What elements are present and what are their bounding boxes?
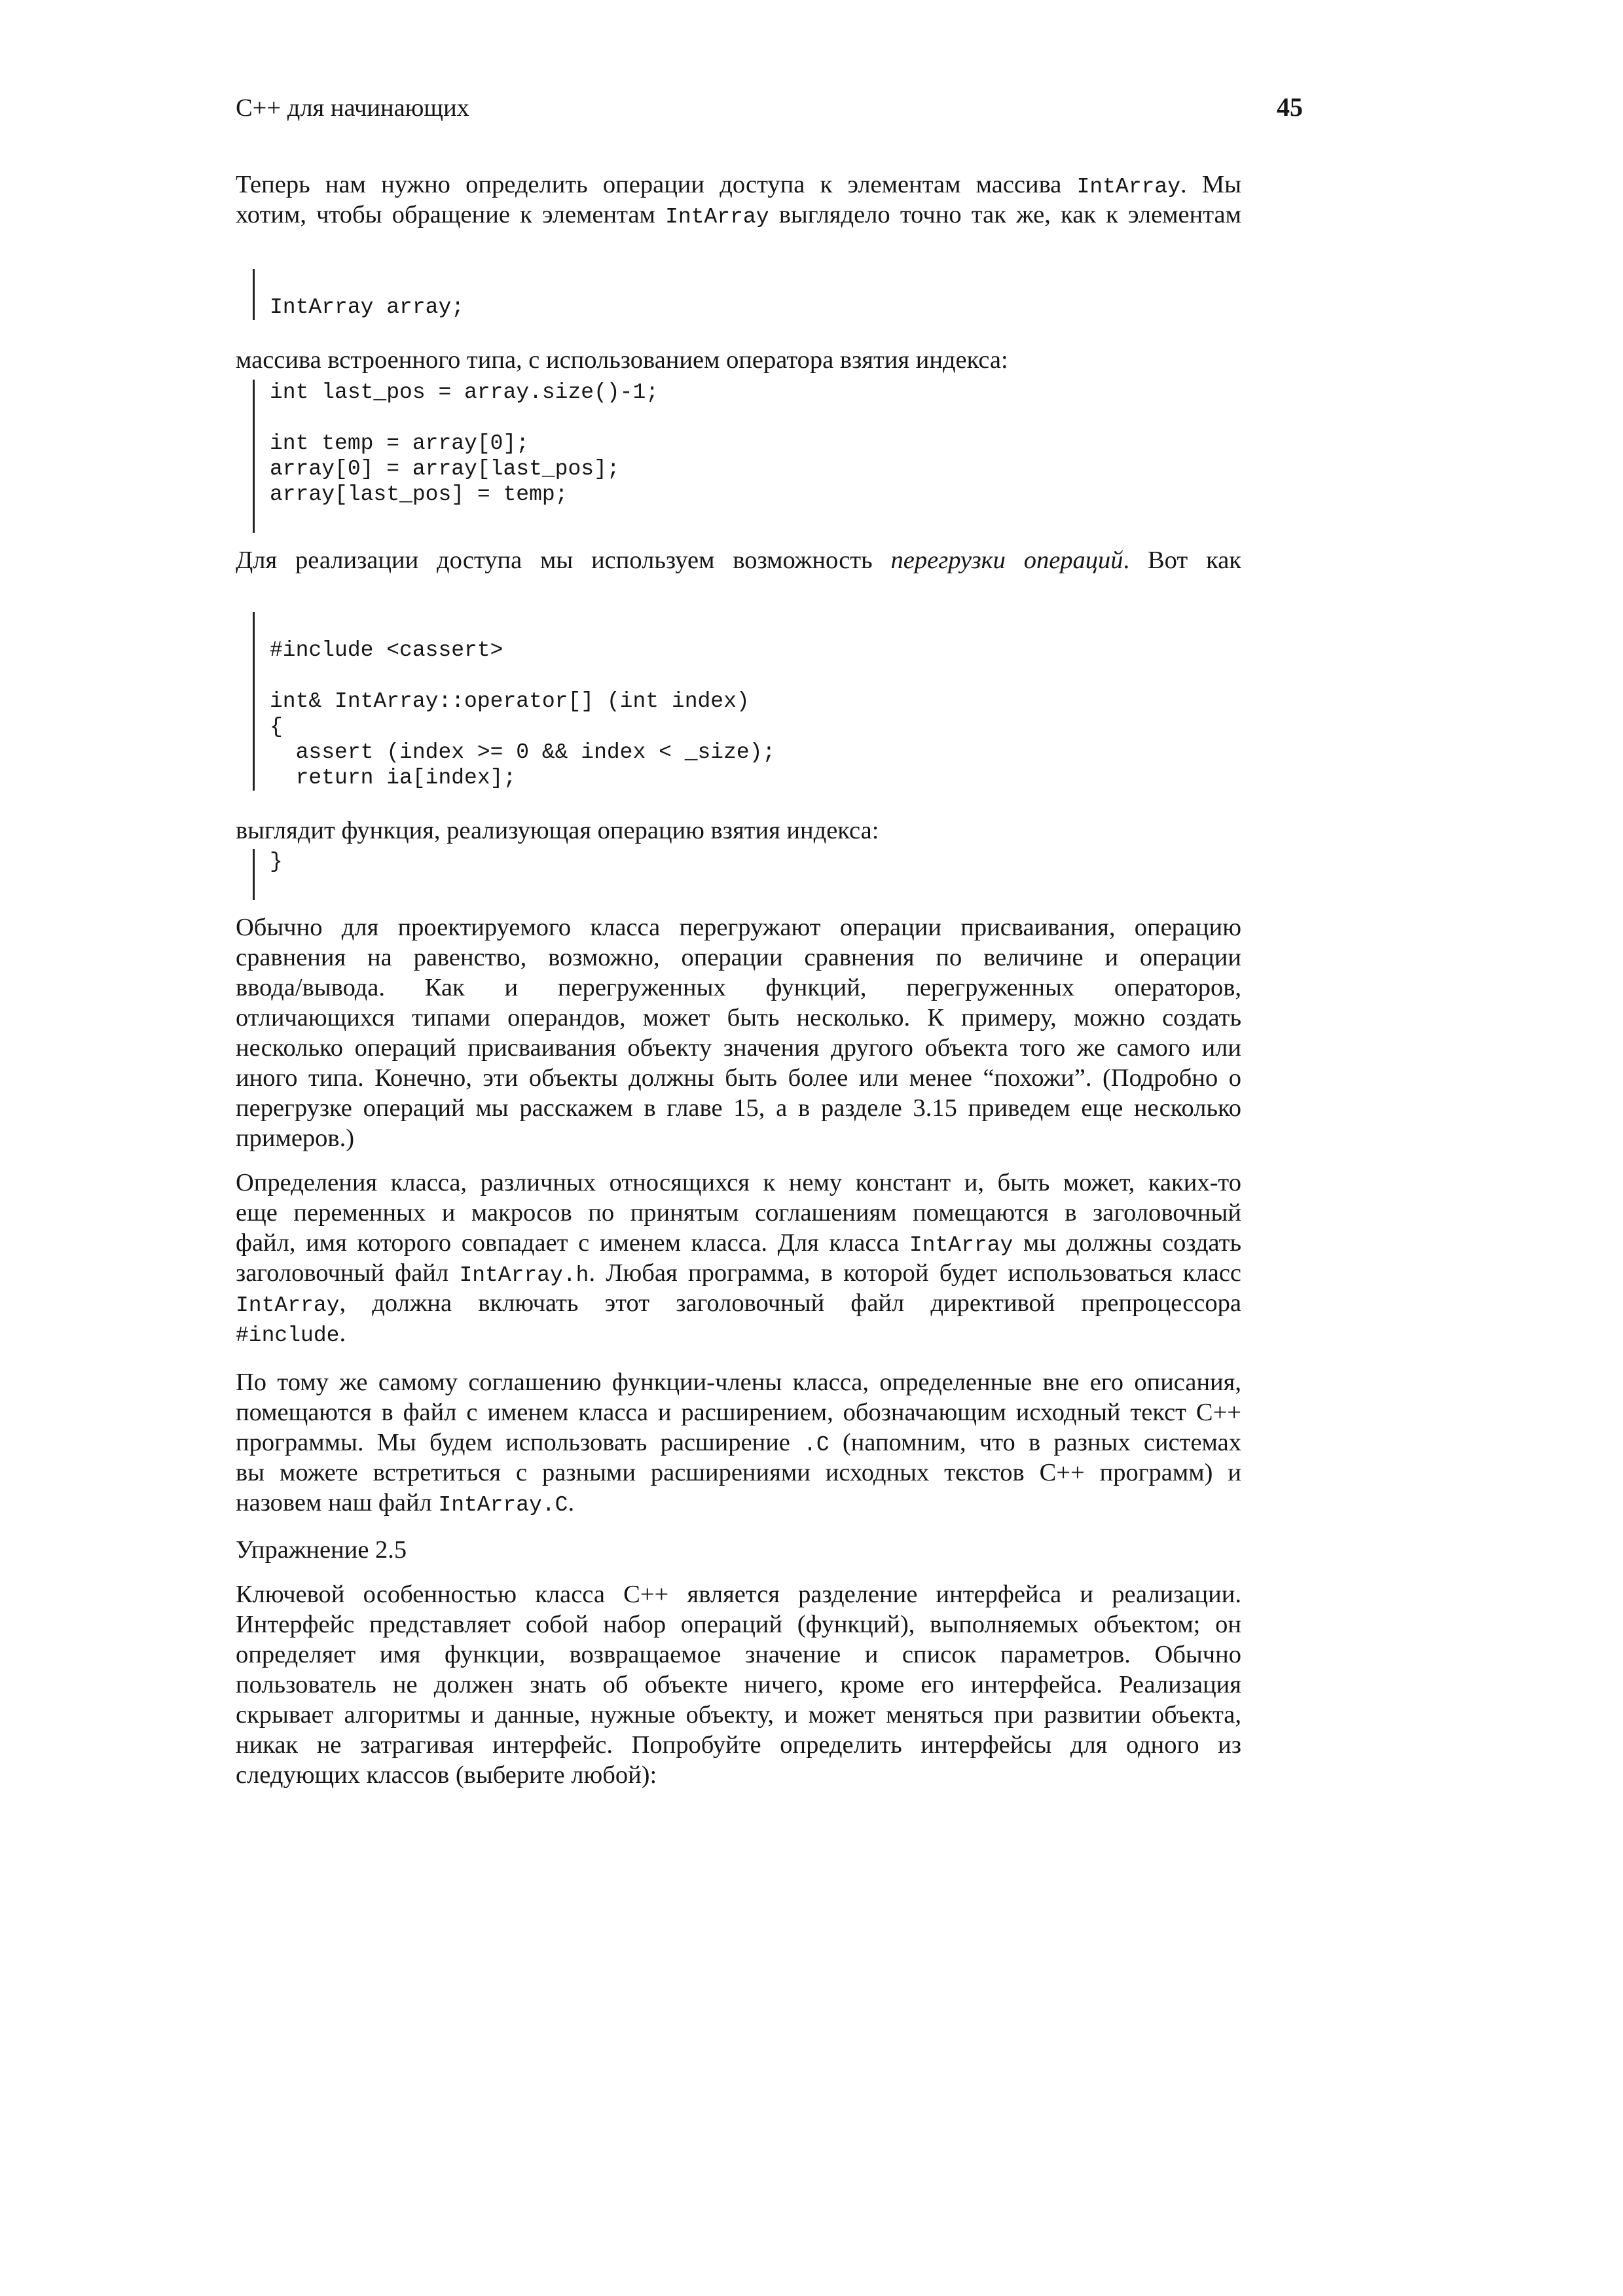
text-segment: мы должны создать (1013, 1229, 1242, 1257)
text-segment: , должна включать этот заголовочный файл директивой препроцессора (339, 1289, 1241, 1317)
code-block-closing-brace (253, 849, 990, 900)
text-segment: никак не затрагивая интерфейс. Попробуйте определить интерфейсы для одного из (236, 1731, 1241, 1759)
text-segment: файл, имя которого совпадает с именем класса. Для класса (236, 1229, 909, 1257)
code-line: } (270, 850, 283, 874)
text-line (236, 1700, 1241, 1730)
text-line (236, 1258, 1241, 1288)
paragraph-builtin-array (236, 345, 1241, 375)
text-line (236, 1123, 1241, 1153)
text-segment: еще переменных и макросов по принятым соглашениям помещаются в заголовочный (236, 1199, 1241, 1227)
text-segment: скрывает алгоритмы и данные, нужные объекту, и может меняться при развитии объекта, (236, 1701, 1241, 1729)
text-line (236, 545, 1241, 575)
paragraph-exercise (236, 1579, 1241, 1790)
text-segment: отличающихся типами операндов, может быть несколько. К примеру, можно создать (236, 1004, 1241, 1031)
inline-code: IntArray (909, 1233, 1013, 1257)
code-line: return ia[index]; (270, 766, 517, 790)
text-segment: . Любая программа, в которой будет использоваться класс (589, 1259, 1241, 1287)
text-segment: Обычно для проектируемого класса перегружают операции присваивания, операцию (236, 914, 1241, 941)
text-line (236, 1228, 1241, 1258)
text-line (236, 973, 1241, 1003)
text-segment: пользователь не должен знать об объекте ничего, кроме его интерфейса. Реализация (236, 1671, 1241, 1698)
text-segment: Для реализации доступа мы используем возможность (236, 547, 891, 574)
text-segment: примеров.) (236, 1124, 355, 1152)
text-line (236, 1397, 1241, 1427)
code-line (270, 405, 990, 431)
text-segment: сравнения на равенство, возможно, операции сравнения по величине и операции (236, 944, 1241, 971)
text-line (236, 1093, 1241, 1123)
text-line (236, 1063, 1241, 1093)
text-line (236, 200, 1241, 230)
text-line (236, 816, 1241, 846)
text-segment: перегрузке операций мы расскажем в главе 15, а в разделе 3.15 приведем еще несколько (236, 1094, 1241, 1122)
inline-code: IntArray (665, 205, 769, 229)
text-line (236, 912, 1241, 942)
inline-code: IntArray (1076, 175, 1181, 199)
text-segment: хотим, чтобы обращение к элементам (236, 201, 666, 228)
text-line (236, 1670, 1241, 1700)
text-segment: . (568, 1489, 575, 1516)
text-segment: массива встроенного типа, с использованием оператора взятия индекса: (236, 346, 1008, 374)
code-line: #include <cassert> (270, 638, 503, 662)
paragraph-header-file (236, 1168, 1241, 1348)
text-line (236, 1760, 1241, 1790)
text-line (236, 1318, 1241, 1348)
text-segment: помещаются в файл с именем класса и расширением, обозначающим исходный текст C++ (236, 1399, 1241, 1426)
text-line (236, 1609, 1241, 1640)
code-line (270, 874, 990, 900)
text-line (236, 1640, 1241, 1670)
code-line (270, 507, 990, 533)
text-line (236, 1458, 1241, 1488)
text-segment: (напомним, что в разных системах (829, 1429, 1241, 1456)
text-segment: следующих классов (выберите любой): (236, 1761, 657, 1789)
text-segment: Ключевой особенностью класса C++ является разделение интерфейса и реализации. (236, 1581, 1241, 1608)
inline-code: IntArray.h (459, 1263, 589, 1287)
text-segment: Интерфейс представляет собой набор операций (функций), выполняемых объектом; он (236, 1611, 1241, 1638)
text-segment: иного типа. Конечно, эти объекты должны быть более или менее “похожи”. (Подробно о (236, 1064, 1241, 1092)
text-line (236, 1033, 1241, 1063)
paragraph-intro (236, 170, 1241, 230)
text-line (236, 1168, 1241, 1198)
exercise-title-text: Упражнение 2.5 (236, 1536, 407, 1564)
paragraph-function-note (236, 816, 1241, 846)
text-segment: вы можете встретиться с разными расширениями исходных текстов C++ программ) и (236, 1459, 1241, 1486)
paragraph-overloading-note (236, 545, 1241, 575)
text-line (236, 170, 1241, 200)
inline-code: #include (236, 1323, 340, 1348)
text-line (236, 1288, 1241, 1318)
running-header: C++ для начинающих (236, 94, 469, 122)
text-segment: выглядит функция, реализующая операцию взятия индекса: (236, 817, 879, 844)
inline-code: .C (803, 1433, 830, 1457)
exercise-title (236, 1535, 1241, 1565)
code-line: assert (index >= 0 && index < _size); (270, 740, 776, 764)
code-line: IntArray array; (270, 295, 465, 319)
text-segment: Определения класса, различных относящихся к нему констант и, быть может, каких-то (236, 1169, 1241, 1196)
text-line (236, 1427, 1241, 1458)
text-segment: назовем наш файл (236, 1489, 439, 1516)
code-line (270, 663, 990, 689)
code-line (270, 612, 990, 637)
code-line (270, 269, 990, 295)
text-line (236, 942, 1241, 973)
text-segment: По тому же самому соглашению функции-члены класса, определенные вне его описания, (236, 1369, 1241, 1396)
text-segment: определяет имя функции, возвращаемое значение и список параметров. Обычно (236, 1641, 1241, 1668)
inline-code: IntArray.C (438, 1493, 568, 1517)
code-line: array[0] = array[last_pos]; (270, 457, 620, 481)
code-line: int last_pos = array.size()-1; (270, 380, 659, 404)
text-segment: ввода/вывода. Как и перегруженных функций, перегруженных операторов, (236, 974, 1241, 1001)
code-line: array[last_pos] = temp; (270, 482, 568, 507)
text-line (236, 1488, 1241, 1518)
text-line (236, 1003, 1241, 1033)
page-number: 45 (1277, 92, 1303, 122)
text-line (236, 1198, 1241, 1228)
text-segment: . Мы (1180, 171, 1241, 198)
text-segment: . Вот как (1123, 547, 1242, 574)
text-segment: выглядело точно так же, как к элементам (769, 201, 1241, 228)
code-block-declaration (253, 269, 990, 320)
text-segment: несколько операций присваивания объекту значения другого объекта того же самого или (236, 1034, 1241, 1062)
code-line: { (270, 715, 283, 739)
code-line: int temp = array[0]; (270, 431, 530, 456)
code-line: int& IntArray::operator[] (int index) (270, 689, 750, 713)
paragraph-operator-overloading (236, 912, 1241, 1153)
code-block-operator (253, 612, 990, 791)
text-line (236, 1730, 1241, 1760)
text-segment: заголовочный файл (236, 1259, 460, 1287)
text-segment: . (339, 1319, 346, 1347)
text-line (236, 1367, 1241, 1397)
text-segment: Теперь нам нужно определить операции доступа к элементам массива (236, 171, 1077, 198)
text-line (236, 345, 1241, 375)
text-segment: программы. Мы будем использовать расширение (236, 1429, 804, 1456)
code-block-swap (253, 380, 990, 533)
emphasis-text: перегрузки операций (890, 547, 1123, 574)
paragraph-source-file (236, 1367, 1241, 1518)
inline-code: IntArray (236, 1293, 340, 1318)
text-line (236, 1579, 1241, 1609)
